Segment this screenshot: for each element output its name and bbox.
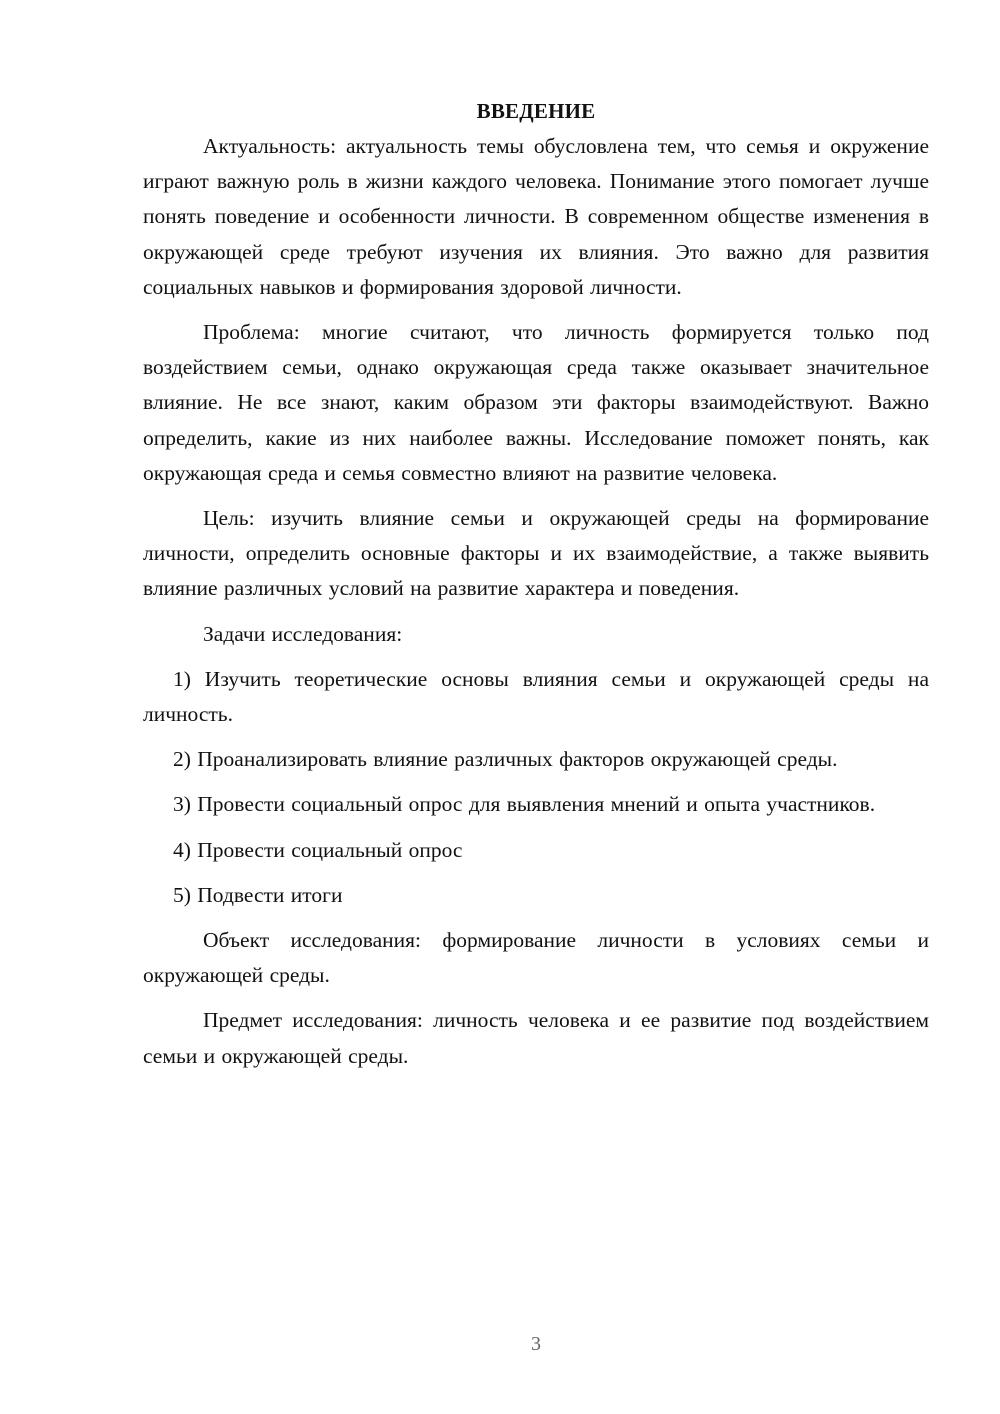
page-number: 3 xyxy=(531,1333,541,1355)
task-item-2: 2) Проанализировать влияние различных факторов окружающей среды. xyxy=(173,747,838,772)
task-item-3: 3) Провести социальный опрос для выявления мнений и опыта участников. xyxy=(173,792,876,817)
relevance-paragraph: Актуальность: актуальность темы обусловлена тем, что семья и окружение играют важную роль в жизни каждого человека. Понимание этого помогает лучше понять поведение и особенности личности. В современном обществе изменения в окружающей среде требуют изучения их влияния. Это важно для развития социальных навыков и формирования здоровой личности. xyxy=(143,134,929,299)
goal-paragraph: Цель: изучить влияние семьи и окружающей среды на формирование личности, определить основные факторы и их взаимодействие, а также выявить влияние различных условий на развитие характера и поведения. xyxy=(143,506,929,601)
page-content xyxy=(143,96,929,1084)
object-paragraph: Объект исследования: формирование личности в условиях семьи и окружающей среды. xyxy=(143,928,929,988)
section-title: ВВЕДЕНИЕ xyxy=(476,99,596,123)
tasks-heading: Задачи исследования: xyxy=(203,621,403,646)
task-item-4: 4) Провести социальный опрос xyxy=(173,837,463,862)
problem-paragraph: Проблема: многие считают, что личность формируется только под воздействием семьи, однако окружающая среда также оказывает значительное влияние. Не все знают, каким образом эти факторы взаимодействуют. Важно определить, какие из них наиболее важны. Исследование поможет понять, как окружающая среда и семья совместно влияют на развитие человека. xyxy=(143,320,929,485)
task-item-5: 5) Подвести итоги xyxy=(173,882,343,907)
task-item-1: 1) Изучить теоретические основы влияния семьи и окружающей среды на личность. xyxy=(143,666,929,727)
subject-paragraph: Предмет исследования: личность человека и ее развитие под воздействием семьи и окружающей среды. xyxy=(143,1008,929,1068)
